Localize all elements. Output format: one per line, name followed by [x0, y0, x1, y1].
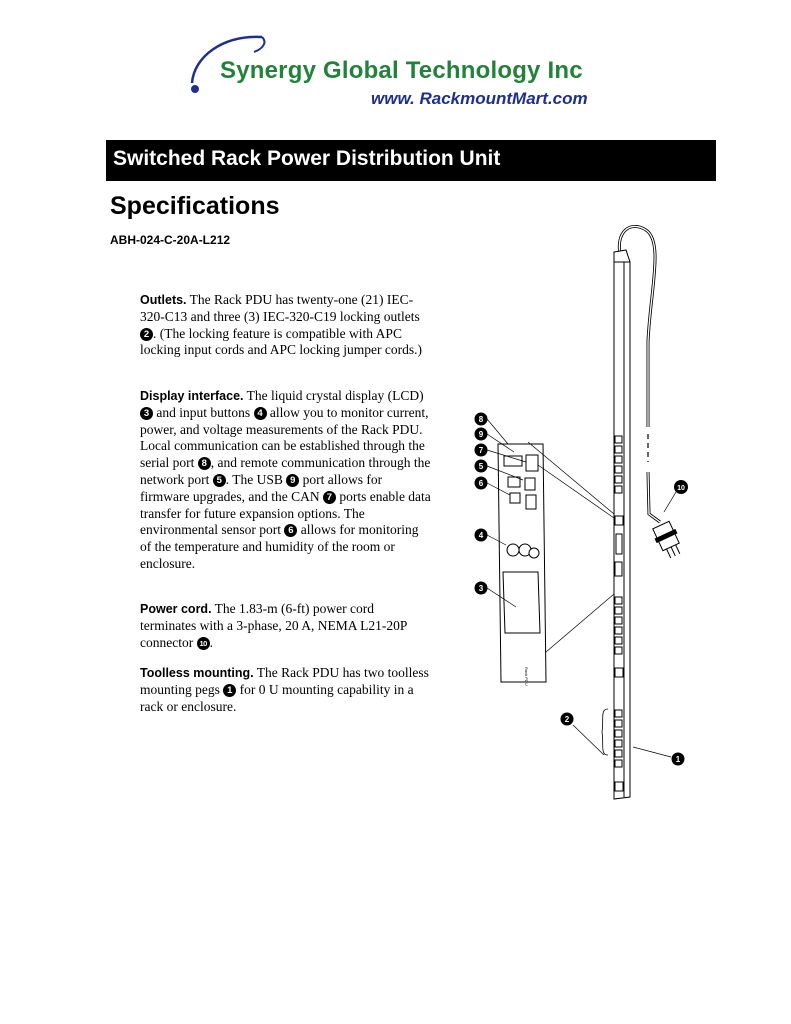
diagram-callout-8: 8	[478, 415, 484, 424]
power-cord-text: The 1.83-m (6-ft) power cord terminates with a 3-phase, 20 A, NEMA L21-20P connector	[140, 601, 407, 650]
display-text-2: and input buttons	[153, 404, 254, 420]
callout-2-icon: 2	[140, 328, 153, 341]
diagram-callout-7: 7	[478, 446, 484, 455]
callout-5-icon: 5	[213, 474, 226, 487]
outlets-lead: Outlets.	[140, 293, 187, 307]
title-banner	[106, 140, 716, 181]
outlets-text: The Rack PDU has twenty-one (21) IEC-320-C13 and three (3) IEC-320-C19 locking outlets	[140, 292, 420, 324]
company-name: Synergy Global Technology Inc	[220, 57, 583, 84]
paragraph-outlets	[140, 292, 432, 359]
callout-8-icon: 8	[198, 457, 211, 470]
display-text-3: allow you to monitor current, power, and voltage measurements of the Rack PDU. Local communication can be established through the serial port	[140, 404, 429, 471]
paragraph-power-cord	[140, 601, 432, 651]
panel-label: Rack PDU	[524, 667, 529, 686]
power-cord-lead: Power cord.	[140, 602, 212, 616]
power-cord-text-2: .	[209, 634, 213, 650]
callout-10-icon: 10	[197, 637, 210, 650]
display-lead: Display interface.	[140, 389, 244, 403]
display-text-7: ports enable data transfer for future expansion options. The environmental sensor port	[140, 488, 431, 538]
mounting-text-2: for 0 U mounting capability in a rack or enclosure.	[140, 681, 414, 714]
callout-7-icon: 7	[323, 491, 336, 504]
diagram-callout-3: 3	[478, 584, 484, 593]
pdu-diagram	[468, 222, 708, 807]
diagram-callout-9: 9	[478, 430, 484, 439]
section-heading: Specifications	[110, 192, 280, 220]
diagram-callout-4: 4	[478, 531, 484, 540]
display-text-6: port allows for firmware upgrades, and the CAN	[140, 471, 383, 504]
callout-3-icon: 3	[140, 407, 153, 420]
diagram-callout-10: 10	[677, 485, 685, 492]
power-cord-plug-illustration	[651, 520, 685, 560]
mounting-text: The Rack PDU has two toolless mounting pegs	[140, 665, 429, 697]
callout-6-icon: 6	[284, 524, 297, 537]
display-text-1: The liquid crystal display (LCD)	[243, 388, 424, 403]
diagram-callout-1: 1	[675, 755, 681, 764]
diagram-callout-2: 2	[564, 715, 570, 724]
diagram-callout-6: 6	[478, 479, 484, 488]
banner-title: Switched Rack Power Distribution Unit	[113, 147, 501, 170]
callout-1-icon: 1	[223, 684, 236, 697]
display-text-8: allows for monitoring of the temperature and humidity of the room or enclosure.	[140, 522, 419, 571]
company-logo	[182, 27, 640, 119]
paragraph-display	[140, 388, 432, 573]
model-number: ABH-024-C-20A-L212	[110, 233, 231, 247]
display-text-5: . The USB	[225, 471, 287, 487]
diagram-callout-5: 5	[478, 462, 484, 471]
display-text-4: , and remote communication through the network port	[140, 455, 431, 487]
company-url[interactable]: www. RackmountMart.com	[371, 89, 588, 108]
callout-9-icon: 9	[286, 474, 299, 487]
outlets-text-2: . (The locking feature is compatible with APC locking input cords and APC locking jumper cords.)	[140, 325, 422, 358]
pdu-strip-illustration	[468, 222, 708, 807]
callout-4-icon: 4	[254, 407, 267, 420]
paragraph-mounting	[140, 665, 432, 715]
mounting-lead: Toolless mounting.	[140, 666, 254, 680]
